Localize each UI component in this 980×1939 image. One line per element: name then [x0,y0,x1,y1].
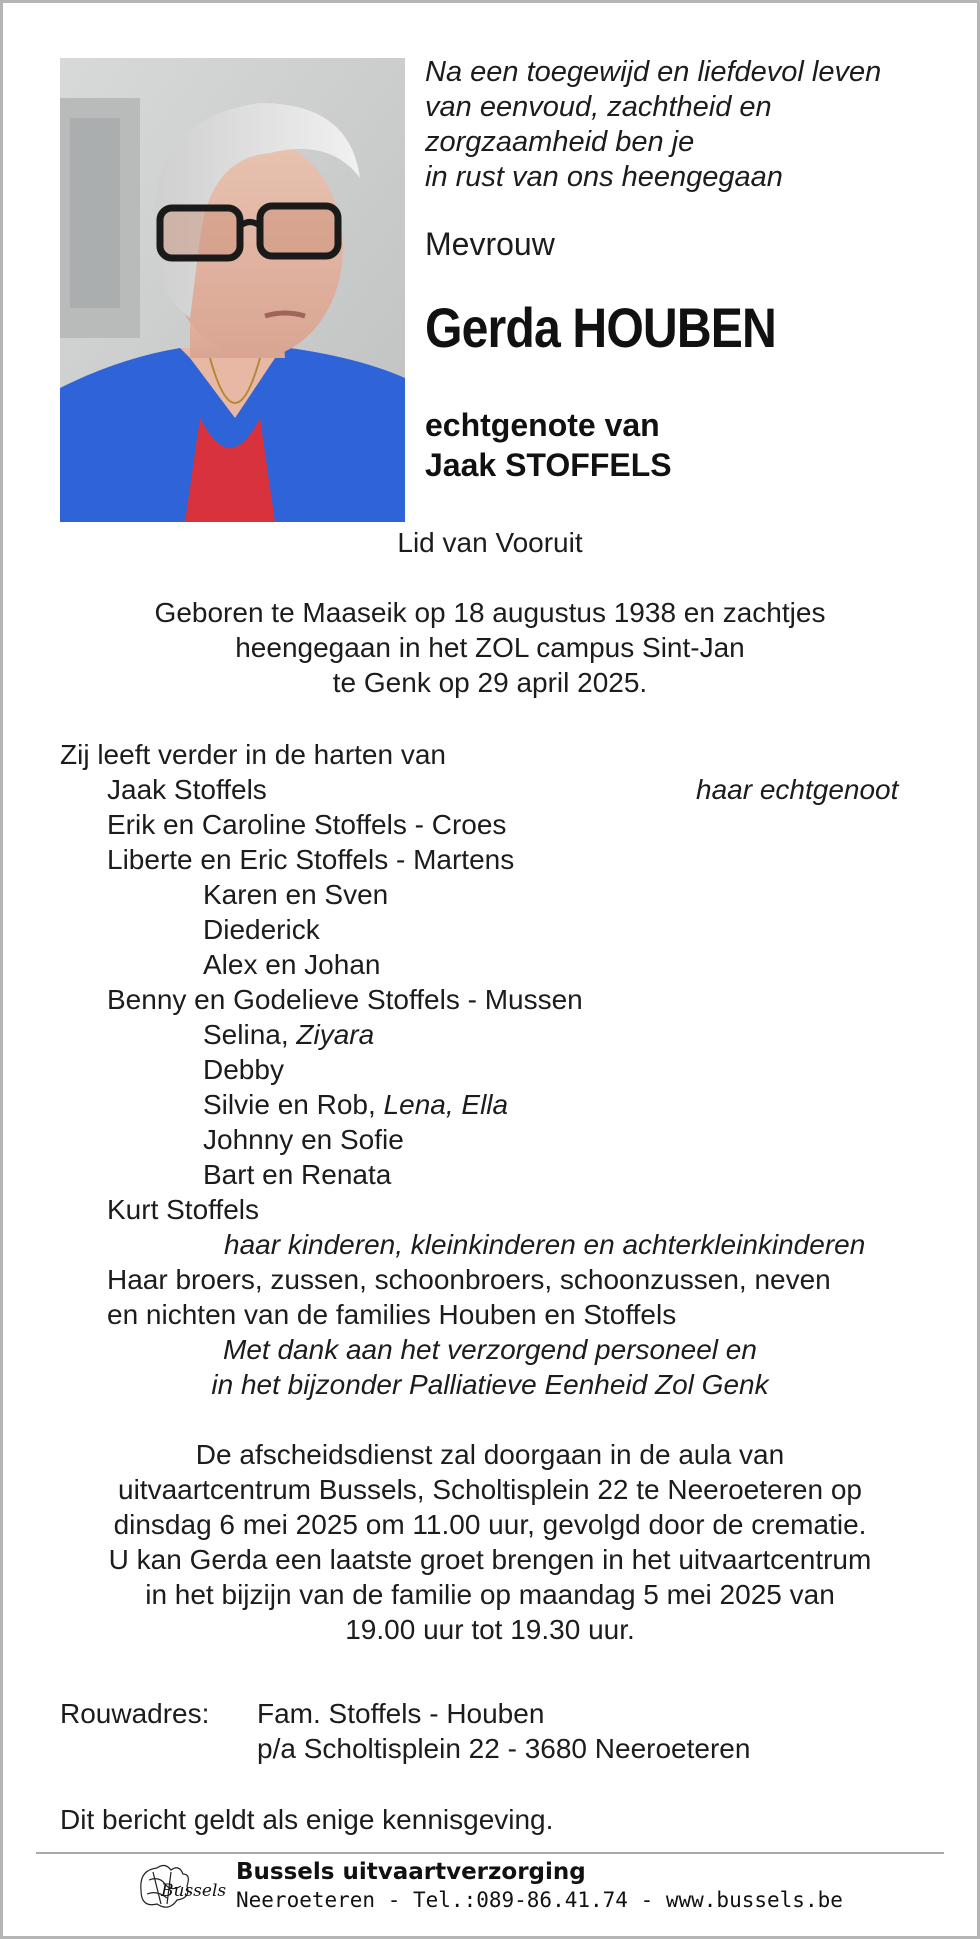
ceremony-line: De afscheidsdienst zal doorgaan in de aula van [195,1439,785,1470]
salutation: Mevrouw [425,226,555,262]
birth-line: te Genk op 29 april 2025. [332,667,648,698]
birth-line: Geboren te Maaseik op 18 augustus 1938 en zachtjes [154,597,826,628]
mourning-address-label: Rouwadres: [60,1698,210,1729]
membership-text: Lid van Vooruit [397,527,583,558]
spouse-name: Jaak STOFFELS [425,447,672,483]
family-relatives: Haar broers, zussen, schoonbroers, schoonzussen, neven [107,1264,831,1295]
family-child: Benny en Godelieve Stoffels - Mussen [107,984,583,1015]
footer-divider [36,1852,944,1854]
grandchild-name: Silvie en Rob, [203,1089,384,1120]
birth-death-info [3,595,977,700]
footer-company-name: Bussels uitvaartverzorging [236,1859,586,1885]
great-grandchild-name: Lena, Ella [383,1089,509,1120]
family-children-role: haar kinderen, kleinkinderen en achterkleinkinderen [224,1229,866,1260]
notice-text: Dit bericht geldt als enige kennisgeving. [60,1804,554,1835]
spouse-block [425,405,672,485]
great-grandchild-name: Ziyara [296,1019,375,1050]
family-child: Liberte en Eric Stoffels - Martens [107,844,515,875]
family-grandchild: Johnny en Sofie [203,1124,404,1155]
thanks-line: Met dank aan het verzorgend personeel en [223,1334,757,1365]
membership [3,525,977,560]
intro-line: van eenvoud, zachtheid en [425,91,772,123]
intro-verse [425,55,881,195]
family-child: Kurt Stoffels [107,1194,260,1225]
family-grandchild: Alex en Johan [203,949,381,980]
thanks-line: in het bijzonder Palliatieve Eenheid Zol Genk [211,1369,769,1400]
ceremony-line: 19.00 uur tot 19.30 uur. [345,1614,635,1645]
family-grandchild: Diederick [203,914,320,945]
intro-line: Na een toegewijd en liefdevol leven [425,56,882,88]
intro-line: in rust van ons heengegaan [425,161,783,193]
family-grandchild: Debby [203,1054,284,1085]
ceremony-line: in het bijzijn van de familie op maandag 5 mei 2025 van [145,1579,835,1610]
bussels-logo [131,1860,227,1916]
family-grandchild [203,1087,508,1122]
family-husband: Jaak Stoffels [107,774,267,805]
family-grandchild [203,1017,374,1052]
family-intro: Zij leeft verder in de harten van [60,739,446,770]
logo-text: Bussels [161,1881,227,1901]
deceased-name: Gerda HOUBEN [425,296,776,359]
ceremony-line: U kan Gerda een laatste groet brengen in het uitvaartcentrum [108,1544,872,1575]
portrait-photo [60,58,405,522]
ceremony-line: uitvaartcentrum Bussels, Scholtisplein 22 te Neeroeteren op [118,1474,862,1505]
footer-contact: Neeroeteren - Tel.:089-86.41.74 - www.bussels.be [236,1888,843,1912]
birth-line: heengegaan in het ZOL campus Sint-Jan [235,632,745,663]
grandchild-name: Selina, [203,1019,297,1050]
mourning-address-line: p/a Scholtisplein 22 - 3680 Neeroeteren [257,1733,751,1764]
family-relatives: en nichten van de families Houben en Stoffels [107,1299,677,1330]
intro-line: zorgzaamheid ben je [425,126,695,158]
family-grandchild: Bart en Renata [203,1159,392,1190]
ceremony-info [3,1437,977,1647]
mourning-address-line: Fam. Stoffels - Houben [257,1698,545,1729]
family-child: Erik en Caroline Stoffels - Croes [107,809,507,840]
family-husband-role: haar echtgenoot [696,774,899,805]
ceremony-line: dinsdag 6 mei 2025 om 11.00 uur, gevolgd door de crematie. [113,1509,867,1540]
thanks-note [3,1332,977,1402]
family-grandchild: Karen en Sven [203,879,389,910]
spouse-relation: echtgenote van [425,407,660,443]
